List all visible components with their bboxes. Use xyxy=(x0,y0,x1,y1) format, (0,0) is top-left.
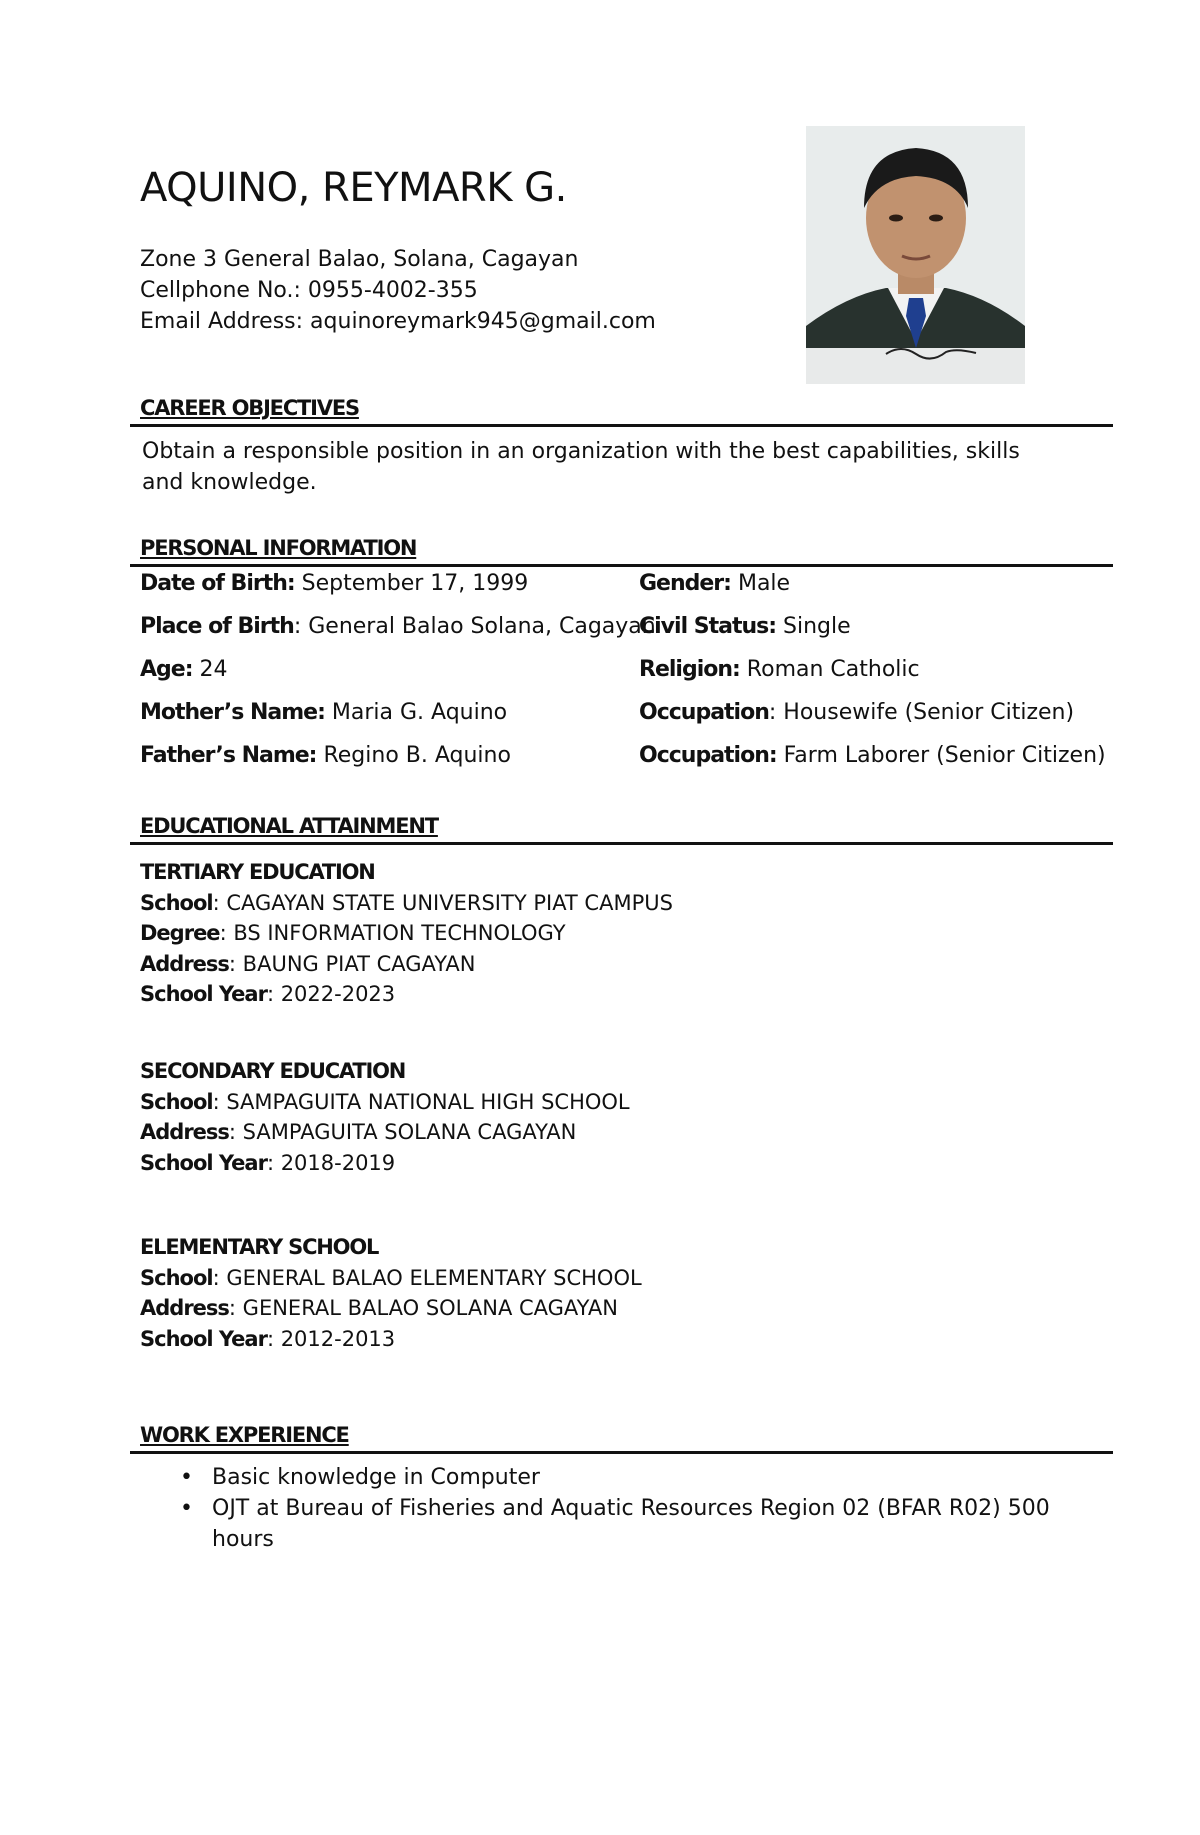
elementary-year-value: : 2012-2013 xyxy=(266,1326,396,1351)
school-label: School xyxy=(140,1089,213,1114)
date-of-birth-label: Date of Birth: xyxy=(140,571,295,596)
bullet-icon: • xyxy=(180,1465,193,1490)
school-year-label: School Year xyxy=(140,1150,267,1175)
work-experience-list xyxy=(180,1462,1060,1555)
tertiary-education-block xyxy=(140,857,673,1010)
section-divider xyxy=(130,564,1113,567)
secondary-year-value: : 2018-2019 xyxy=(266,1150,396,1175)
work-experience-heading: WORK EXPERIENCE xyxy=(140,1423,349,1447)
tertiary-education-heading: TERTIARY EDUCATION xyxy=(140,860,375,884)
elementary-education-block xyxy=(140,1232,642,1354)
mothers-name-label: Mother’s Name: xyxy=(140,700,325,725)
father-occupation-label: Occupation: xyxy=(639,743,777,768)
fathers-name-value: Regino B. Aquino xyxy=(316,743,511,768)
elementary-address-value: : GENERAL BALAO SOLANA CAGAYAN xyxy=(228,1296,618,1320)
list-item xyxy=(180,1462,1060,1493)
gender-value: Male xyxy=(730,571,791,596)
school-label: School xyxy=(140,1265,213,1290)
career-objective-text: Obtain a responsible position in an organization with the best capabilities, skills and knowledge. xyxy=(142,439,1020,495)
cellphone-number: Cellphone No.: 0955-4002-355 xyxy=(140,278,478,303)
educational-attainment-heading: EDUCATIONAL ATTAINMENT xyxy=(140,814,438,838)
mother-occupation-value: : Housewife (Senior Citizen) xyxy=(768,700,1075,725)
school-year-label: School Year xyxy=(140,982,267,1006)
elementary-school-value: : GENERAL BALAO ELEMENTARY SCHOOL xyxy=(212,1265,642,1290)
secondary-school-value: : SAMPAGUITA NATIONAL HIGH SCHOOL xyxy=(212,1089,630,1114)
personal-info-row xyxy=(140,700,1130,743)
personal-info-row xyxy=(140,614,1130,657)
age-value: 24 xyxy=(192,657,228,682)
school-label: School xyxy=(140,890,213,915)
civil-status-value: Single xyxy=(776,614,851,639)
personal-information-grid xyxy=(140,571,1130,786)
list-item xyxy=(180,1493,1060,1555)
section-divider xyxy=(130,424,1113,427)
mother-occupation-label: Occupation xyxy=(639,700,769,725)
religion-label: Religion: xyxy=(639,657,740,682)
applicant-name: AQUINO, REYMARK G. xyxy=(140,165,567,211)
work-item-text: Basic knowledge in Computer xyxy=(212,1465,540,1490)
secondary-education-heading: SECONDARY EDUCATION xyxy=(140,1059,406,1083)
fathers-name-label: Father’s Name: xyxy=(140,743,317,768)
home-address: Zone 3 General Balao, Solana, Cagayan xyxy=(140,247,579,272)
place-of-birth-value: : General Balao Solana, Cagayan xyxy=(293,614,656,639)
tertiary-address-value: : BAUNG PIAT CAGAYAN xyxy=(228,951,476,976)
tertiary-degree-value: : BS INFORMATION TECHNOLOGY xyxy=(219,921,566,945)
bullet-icon: • xyxy=(180,1496,193,1521)
personal-information-heading: PERSONAL INFORMATION xyxy=(140,536,417,560)
civil-status-label: Civil Status: xyxy=(639,614,777,639)
secondary-address-value: : SAMPAGUITA SOLANA CAGAYAN xyxy=(228,1120,577,1144)
religion-value: Roman Catholic xyxy=(739,657,920,682)
mothers-name-value: Maria G. Aquino xyxy=(324,700,508,725)
elementary-school-heading: ELEMENTARY SCHOOL xyxy=(140,1235,379,1259)
degree-label: Degree xyxy=(140,921,220,945)
personal-info-row xyxy=(140,571,1130,614)
tertiary-year-value: : 2022-2023 xyxy=(266,982,396,1006)
section-divider xyxy=(130,842,1113,845)
age-label: Age: xyxy=(140,657,193,682)
school-year-label: School Year xyxy=(140,1326,267,1351)
contact-block xyxy=(140,244,656,337)
tertiary-school-value: : CAGAYAN STATE UNIVERSITY PIAT CAMPUS xyxy=(212,890,673,915)
secondary-education-block xyxy=(140,1056,630,1178)
personal-info-row xyxy=(140,743,1130,786)
email-address: Email Address: aquinoreymark945@gmail.com xyxy=(140,309,656,334)
father-occupation-value: Farm Laborer (Senior Citizen) xyxy=(776,743,1106,768)
gender-label: Gender: xyxy=(639,571,731,596)
work-item-text: OJT at Bureau of Fisheries and Aquatic Resources Region 02 (BFAR R02) 500 hours xyxy=(212,1496,1050,1552)
section-divider xyxy=(130,1451,1113,1454)
address-label: Address xyxy=(140,1296,229,1320)
personal-info-row xyxy=(140,657,1130,700)
applicant-photo xyxy=(806,126,1025,384)
address-label: Address xyxy=(140,951,229,976)
date-of-birth-value: September 17, 1999 xyxy=(294,571,529,596)
place-of-birth-label: Place of Birth xyxy=(140,614,294,639)
career-objectives-heading: CAREER OBJECTIVES xyxy=(140,396,359,420)
address-label: Address xyxy=(140,1120,229,1144)
